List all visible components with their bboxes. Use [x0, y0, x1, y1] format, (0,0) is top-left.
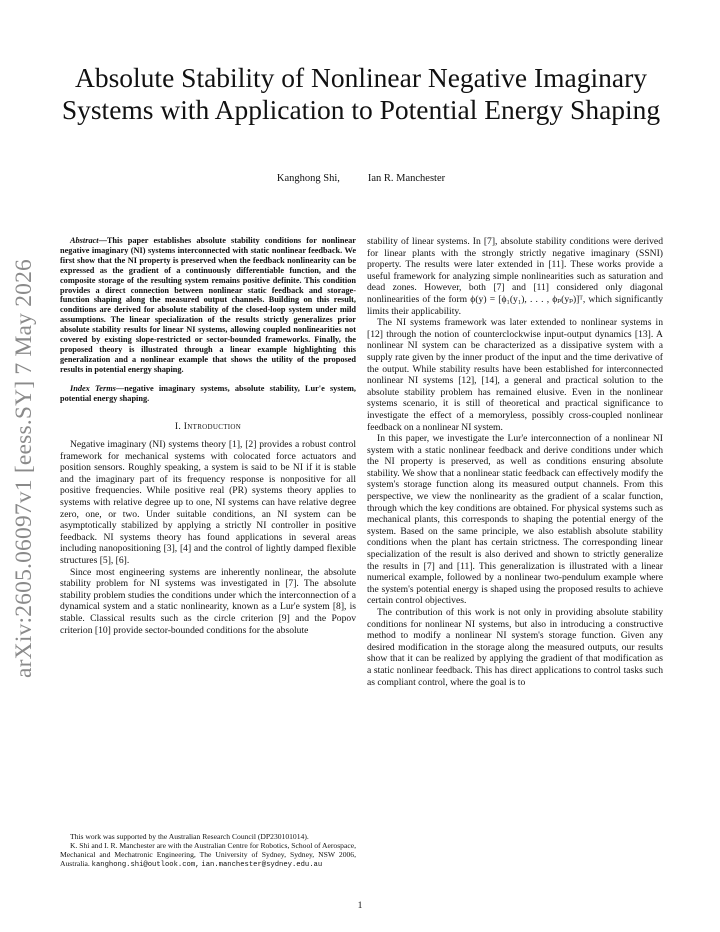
- body-paragraph: Negative imaginary (NI) systems theory [1], [2] provides a robust control framework for mechanical systems with colocated force actuators and position sensors. Roughly speaking, a system is said to be NI if it is stable and the imaginary part of its frequency response is nonpositive for all positive frequencies. While positive real (PR) systems theory applies to systems with relative degree up to one, NI systems can have relative degree zero, one, or two. Under suitable conditions, an NI system can be asymptotically stabilized by applying a strictly NI controller in positive feedback. NI systems theory has found applications in several areas including nanopositioning [3], [4] and the control of lightly damped flexible structures [5], [6].: [60, 439, 356, 567]
- right-column: [367, 236, 663, 688]
- index-terms-label: Index Terms: [70, 383, 116, 393]
- body-paragraph: The contribution of this work is not only in providing absolute stability conditions for nonlinear NI systems, but also in introducing a constructive method to modify a nonlinear NI system's storage function. Given any desired modification in the storage along the measured outputs, our results show that it can be realized by applying the gradient of that modification as a static nonlinear feedback. This has direct applications to control tasks such as compliant control, where the goal is to: [367, 607, 663, 688]
- email-link[interactable]: kanghong.shi@outlook.com,: [91, 861, 200, 869]
- author-line: [60, 173, 662, 184]
- paper-title: Absolute Stability of Nonlinear Negative Imaginary Systems with Application to Potential Energy Shaping: [61, 62, 661, 125]
- footnote-funding: This work was supported by the Australian Research Council (DP230101014).: [70, 832, 309, 841]
- email-link[interactable]: ian.manchester@sydney.edu.au: [201, 861, 323, 869]
- abstract-text: —This paper establishes absolute stability conditions for nonlinear negative imaginary (NI) systems interconnected with static nonlinear feedback. We first show that the NI property is preserved when the feedback nonlinearity can be expressed as the gradient of a continuously differentiable function, and the composite storage of the resulting system remains positive definite. This condition provides a direct connection between nonlinear static feedback and storage-function shaping along the measured output channels. Building on this result, conditions are derived for absolute stability of the closed-loop system under mild assumptions. The linear specialization of the results strictly generalizes prior absolute stability results for linear NI systems, allowing coupled nonlinearities not covered by existing slope-restricted or sector-bounded frameworks. Finally, the proposed theory is illustrated through a linear example highlighting this generalization and a nonlinear example that shows the utility of the proposed results in potential energy shaping.: [60, 236, 356, 374]
- section-heading: [60, 421, 356, 433]
- body-paragraph: Since most engineering systems are inherently nonlinear, the absolute stability problem for NI systems was investigated in [7]. The absolute stability problem studies the conditions under which the interconnection of a dynamical system and a static nonlinearity, known as a Lur'e system [8], is stable. Classical results such as the circle criterion [9] and the Popov criterion [10] provide sector-bounded conditions for the absolute: [60, 566, 356, 636]
- index-terms: [60, 384, 356, 404]
- abstract-label: Abstract: [70, 236, 99, 245]
- body-paragraph: In this paper, we investigate the Lur'e interconnection of a nonlinear NI system with a static nonlinear feedback and derive conditions under which the NI property is preserved, as well as conditions ensuring absolute stability. We show that a nonlinear static feedback can effectively modify the system's storage function along its measured output channels. From this perspective, we view the nonlinearity as the gradient of a scalar function, through which the key conditions are obtained. For physical systems such as mechanical plants, this corresponds to shaping the potential energy of the system. Based on the same principle, we also establish absolute stability conditions when the plant has certain strictness. The corresponding linear specialization of the result is also derived and shown to strictly generalize the results in [7] and [11]. This generalization is illustrated with a linear numerical example, followed by a nonlinear two-pendulum example where the system's potential energy is shaped using the proposed results to achieve certain control objectives.: [367, 433, 663, 607]
- affiliation-text: K. Shi and I. R. Manchester are with the Australian Centre for Robotics, School of Aerospace, Mechanical and Mechatronic Engineering, The University of Sydney, Sydney, NSW 2006, Australia.: [60, 841, 356, 868]
- left-column: [60, 236, 356, 636]
- index-terms-text: —negative imaginary systems, absolute stability, Lur'e system, potential energy shaping.: [60, 383, 356, 403]
- abstract: [60, 236, 356, 375]
- footnote: [60, 832, 356, 870]
- section-title: Introduction: [183, 420, 242, 432]
- arxiv-stamp-text: arXiv:2605.06097v1 [eess.SY] 7 May 2026: [10, 258, 37, 678]
- footnote-affiliation: [60, 841, 356, 870]
- body-paragraph: The NI systems framework was later extended to nonlinear systems in [12] through the notion of counterclockwise input-output dynamics [13]. A nonlinear NI system can be characterized as a dissipative system with a supply rate given by the inner product of the input and the time derivative of the output. While stability results have been established for interconnected nonlinear NI systems [12], [14], a general and practical solution to the absolute stability problem has remained elusive. Even in the nonlinear systems scenario, it is still of theoretical and practical significance to investigate the effect of a memoryless, possibly cross-coupled nonlinear feedback on a nonlinear NI system.: [367, 317, 663, 433]
- arxiv-stamp: [10, 208, 38, 728]
- author-name: Ian R. Manchester: [367, 173, 446, 184]
- author-name: Kanghong Shi,: [276, 173, 340, 184]
- section-number: I.: [174, 420, 182, 432]
- page-number: 1: [357, 900, 363, 911]
- body-paragraph: stability of linear systems. In [7], absolute stability conditions were derived for linear plants with the strongly strictly negative imaginary (SSNI) property. The results were later extended in [11]. These works provide a useful framework for analyzing simple nonlinearities such as saturation and dead zones. However, both [7] and [11] considered only diagonal nonlinearities of the form ϕ(y) = [ϕ₁(y₁), . . . , ϕₚ(yₚ)]ᵀ, which significantly limits their applicability.: [367, 236, 663, 317]
